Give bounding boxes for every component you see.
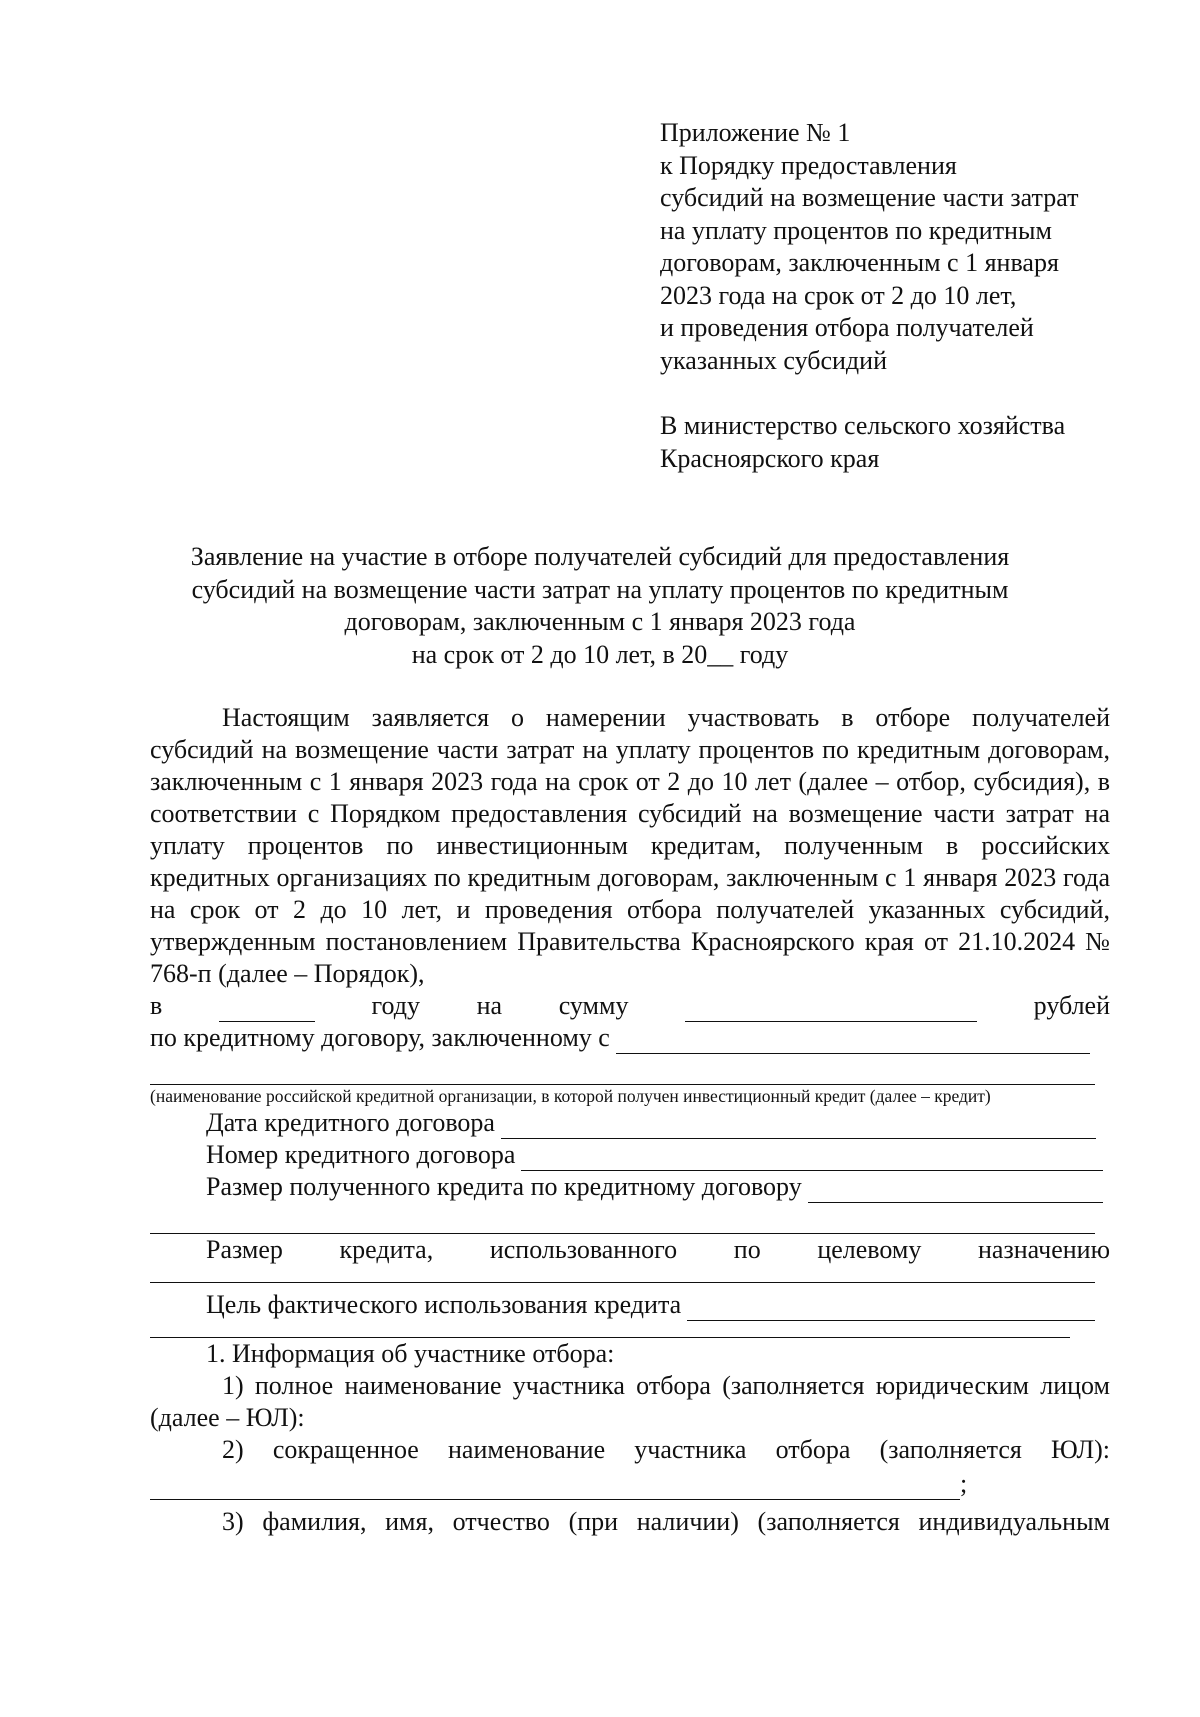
purpose-row [150, 1289, 1095, 1321]
appendix-line: договорам, заключенным с 1 января [660, 248, 1059, 277]
appendix-line: 2023 года на срок от 2 до 10 лет, [660, 280, 1017, 310]
title-line: Заявление на участие в отборе получателей субсидий для предоставления [190, 542, 1010, 571]
purpose-label: Цель фактического использования кредита [206, 1290, 682, 1319]
appendix-line: указанных субсидий [660, 345, 887, 375]
amount-row [150, 1171, 1103, 1203]
title-line: на срок от 2 до 10 лет, в 20__ году [411, 639, 789, 669]
intro-paragraph: Настоящим заявляется о намерении участвовать в отборе получателей субсидий на возмещение части затрат на уплату процентов по кредитным договорам, заключенным с 1 января 2023 года на срок от 2 до 10 лет (далее – отбор, субсидия), в соответствии с Порядком предоставления субсидий на возмещение части затрат на уплату процентов по инвестиционным кредитам, полученным в российских кредитных организациях по кредитным договорам, заключенным с 1 января 2023 года на срок от 2 до 10 лет, и проведения отбора получателей указанных субсидий, утвержденным постановлением Правительства Красноярского края от 21.10.2024 № 768-п (далее – Порядок), [150, 703, 1110, 988]
appendix-line: Приложение № 1 [660, 118, 851, 147]
date-field[interactable] [501, 1116, 1096, 1139]
purpose-amount-field[interactable] [150, 1266, 1095, 1283]
bank-caption: (наименование российской кредитной организации, в которой получен инвестиционный кредит (далее – кредит) [150, 1086, 991, 1106]
amount-continuation-field[interactable] [150, 1203, 1095, 1234]
number-field[interactable] [521, 1148, 1103, 1171]
title-line: субсидий на возмещение части затрат на уплату процентов по кредитным [191, 574, 1009, 604]
item-1: 1) полное наименование участника отбора (заполняется юридическим лицом (далее – ЮЛ): [150, 1371, 1110, 1432]
title-line: договорам, заключенным с 1 января 2023 года [344, 607, 856, 636]
bank-name-field[interactable] [150, 1054, 1095, 1085]
loan-agreement-label: по кредитному договору, заключенному с [150, 1023, 610, 1052]
section-1-heading: 1. Информация об участнике отбора: [206, 1339, 615, 1368]
short-name-field[interactable] [150, 1498, 960, 1500]
date-row [150, 1107, 1096, 1139]
amount-field[interactable] [808, 1180, 1103, 1203]
year-word: году [371, 991, 420, 1020]
document-body [150, 702, 1110, 1538]
item-2-field-row [150, 1466, 1110, 1500]
na-word: на [476, 991, 503, 1020]
appendix-line: субсидий на возмещение части затрат [660, 183, 1079, 212]
item-2: 2) сокращенное наименование участника отбора (заполняется ЮЛ): [222, 1435, 1110, 1464]
amount-label: Размер полученного кредита по кредитному договору [206, 1172, 802, 1201]
date-label: Дата кредитного договора [206, 1108, 495, 1137]
addressee-line: В министерство сельского хозяйства [660, 411, 1066, 440]
year-amount-row [150, 990, 1110, 1022]
item-2-end: ; [960, 1469, 968, 1498]
purpose-field[interactable] [687, 1298, 1095, 1321]
sum-word: сумму [558, 991, 629, 1020]
purpose-amount-label: Размер кредита, использованного по целевому назначению [206, 1235, 1110, 1264]
appendix-header [660, 117, 1160, 377]
number-label: Номер кредитного договора [206, 1140, 516, 1169]
rubles-word: рублей [1033, 991, 1110, 1020]
year-prefix: в [150, 991, 163, 1020]
appendix-line: на уплату процентов по кредитным [660, 215, 1052, 245]
item-3: 3) фамилия, имя, отчество (при наличии) (заполняется индивидуальным [222, 1507, 1110, 1536]
document-title [140, 541, 1060, 671]
appendix-line: и проведения отбора получателей [660, 313, 1034, 342]
appendix-line: к Порядку предоставления [660, 150, 957, 180]
number-row [150, 1139, 1103, 1171]
purpose-continuation-field[interactable] [150, 1321, 1070, 1338]
loan-bank-field[interactable] [616, 1031, 1090, 1054]
loan-agreement-row [150, 1022, 1090, 1054]
addressee-line: Красноярского края [660, 443, 880, 473]
addressee [660, 410, 1160, 475]
sum-field[interactable] [685, 1020, 977, 1022]
